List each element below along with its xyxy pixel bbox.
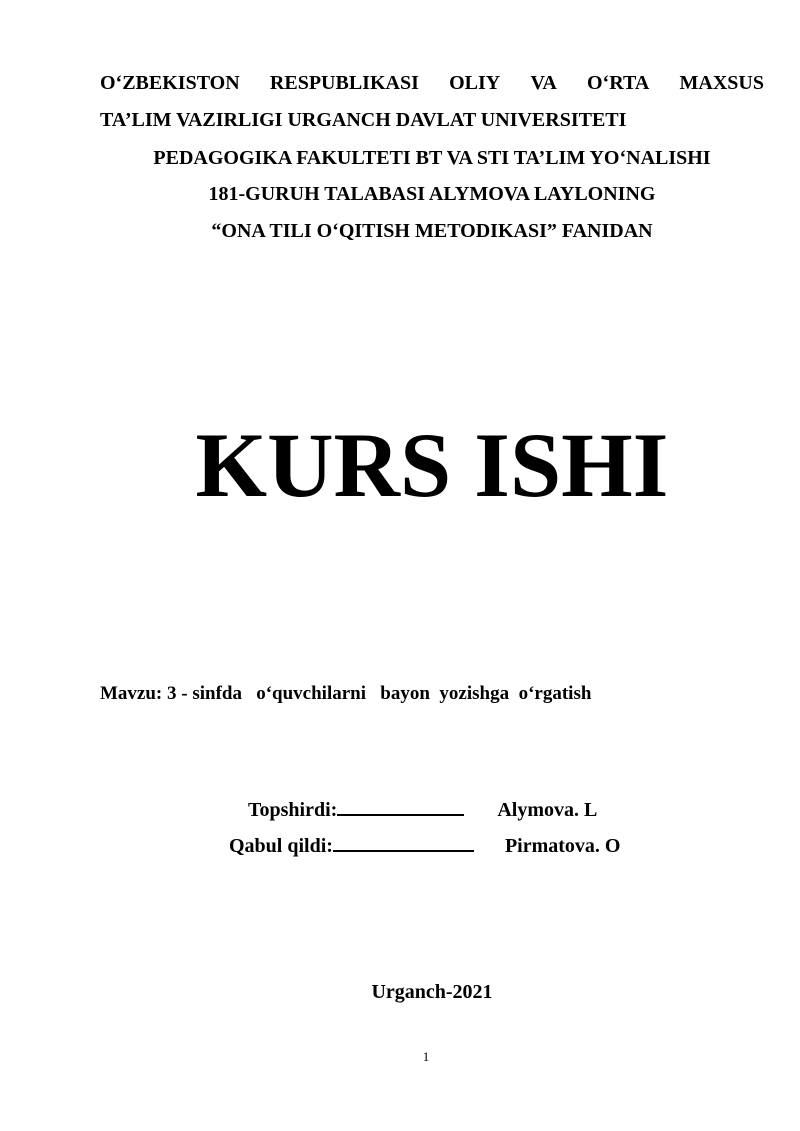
signature-row-accepted bbox=[229, 830, 620, 859]
signature-label: Qabul qildi: bbox=[229, 835, 333, 857]
place-year: Urganch-2021 bbox=[371, 981, 493, 1003]
signature-blank-line bbox=[333, 830, 474, 852]
header-word: VA bbox=[530, 72, 557, 94]
header-word: RESPUBLIKASI bbox=[269, 72, 419, 94]
signature-row-submitted bbox=[248, 794, 597, 823]
header-word: O‘RTA bbox=[587, 72, 650, 94]
signature-name: Alymova. L bbox=[497, 799, 598, 821]
header-line-5: “ONA TILI O‘QITISH METODIKASI” FANIDAN bbox=[211, 220, 653, 242]
page-number: 1 bbox=[422, 1049, 430, 1064]
header-line-1 bbox=[100, 71, 764, 95]
header-line-4: 181-GURUH TALABASI ALYMOVA LAYLONING bbox=[208, 183, 656, 205]
document-title: KURS ISHI bbox=[195, 414, 669, 516]
header-line-2: TA’LIM VAZIRLIGI URGANCH DAVLAT UNIVERSITETI bbox=[100, 109, 627, 131]
header-word: O‘ZBEKISTON bbox=[100, 72, 240, 94]
header-word: OLIY bbox=[449, 72, 501, 94]
header-line-3: PEDAGOGIKA FAKULTETI BT VA STI TA’LIM YO‘NALISHI bbox=[153, 147, 711, 169]
signature-label: Topshirdi: bbox=[248, 799, 338, 821]
signature-name: Pirmatova. O bbox=[504, 835, 621, 857]
topic-line: Mavzu: 3 - sinfda o‘quvchilarni bayon yozishga o‘rgatish bbox=[100, 683, 592, 704]
header-word: MAXSUS bbox=[679, 72, 764, 94]
signature-blank-line bbox=[337, 794, 464, 816]
